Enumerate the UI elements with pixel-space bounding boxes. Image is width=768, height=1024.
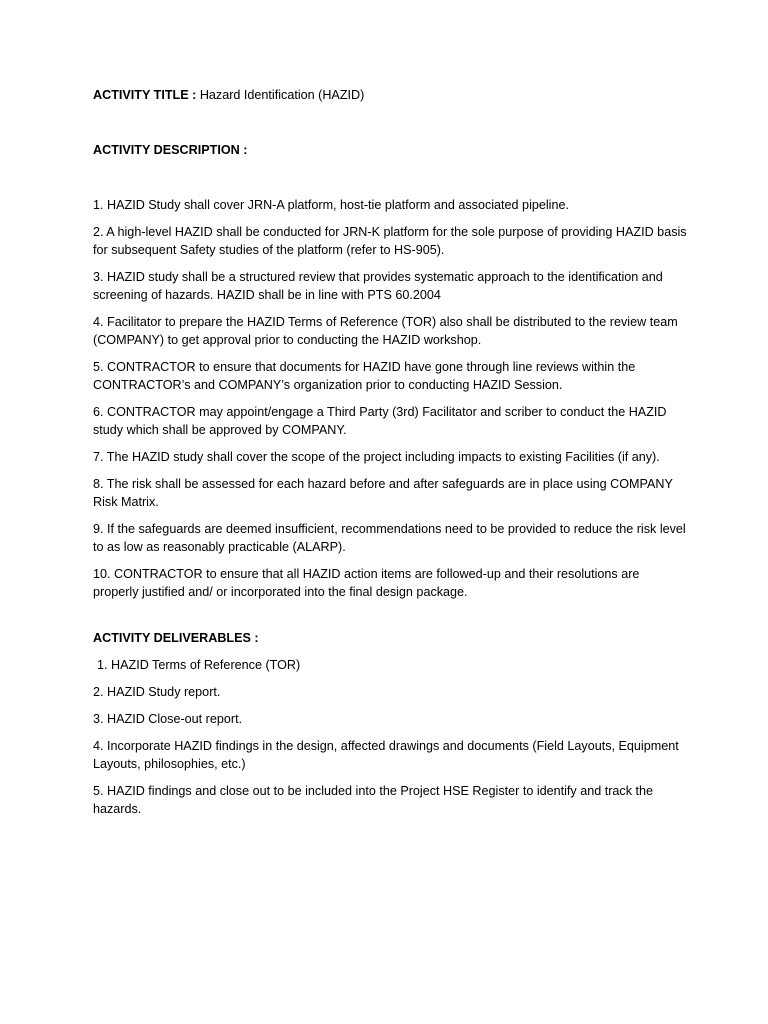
description-item-9: 9. If the safeguards are deemed insufficient, recommendations need to be provided to reduce the risk level to as low as reasonably practicable (ALARP). <box>93 522 686 554</box>
description-item-5: 5. CONTRACTOR to ensure that documents for HAZID have gone through line reviews within the CONTRACTOR’s and COMPANY’s organization prior to conducting HAZID Session. <box>93 360 636 392</box>
deliverable-item-4: 4. Incorporate HAZID findings in the design, affected drawings and documents (Field Layouts, Equipment Layouts, philosophies, etc.) <box>93 739 679 771</box>
activity-title-value: Hazard Identification (HAZID) <box>199 88 365 102</box>
description-item-8: 8. The risk shall be assessed for each hazard before and after safeguards are in place using COMPANY Risk Matrix. <box>93 477 673 509</box>
activity-deliverables-list <box>93 656 688 818</box>
description-item-6: 6. CONTRACTOR may appoint/engage a Third Party (3rd) Facilitator and scriber to conduct the HAZID study which shall be approved by COMPANY. <box>93 405 667 437</box>
description-item-2: 2. A high-level HAZID shall be conducted for JRN-K platform for the sole purpose of providing HAZID basis for subsequent Safety studies of the platform (refer to HS-905). <box>93 225 687 257</box>
activity-title-label: ACTIVITY TITLE : <box>93 88 197 102</box>
deliverable-item-2: 2. HAZID Study report. <box>93 685 221 699</box>
description-item-3: 3. HAZID study shall be a structured review that provides systematic approach to the identification and screening of hazards. HAZID shall be in line with PTS 60.2004 <box>93 270 663 302</box>
description-item-10: 10. CONTRACTOR to ensure that all HAZID action items are followed-up and their resolutions are properly justified and/ or incorporated into the final design package. <box>93 567 640 599</box>
activity-description-heading: ACTIVITY DESCRIPTION : <box>93 143 248 157</box>
activity-deliverables-heading: ACTIVITY DELIVERABLES : <box>93 631 259 645</box>
activity-title <box>93 86 688 104</box>
description-item-7: 7. The HAZID study shall cover the scope of the project including impacts to existing Facilities (if any). <box>93 450 660 464</box>
deliverable-item-5: 5. HAZID findings and close out to be included into the Project HSE Register to identify and track the hazards. <box>93 784 654 816</box>
description-item-1: 1. HAZID Study shall cover JRN-A platform, host-tie platform and associated pipeline. <box>93 198 569 212</box>
activity-description-list <box>93 196 688 601</box>
deliverable-item-3: 3. HAZID Close-out report. <box>93 712 243 726</box>
deliverable-item-1: 1. HAZID Terms of Reference (TOR) <box>97 658 301 672</box>
description-item-4: 4. Facilitator to prepare the HAZID Terms of Reference (TOR) also shall be distributed to the review team (COMPANY) to get approval prior to conducting the HAZID workshop. <box>93 315 678 347</box>
